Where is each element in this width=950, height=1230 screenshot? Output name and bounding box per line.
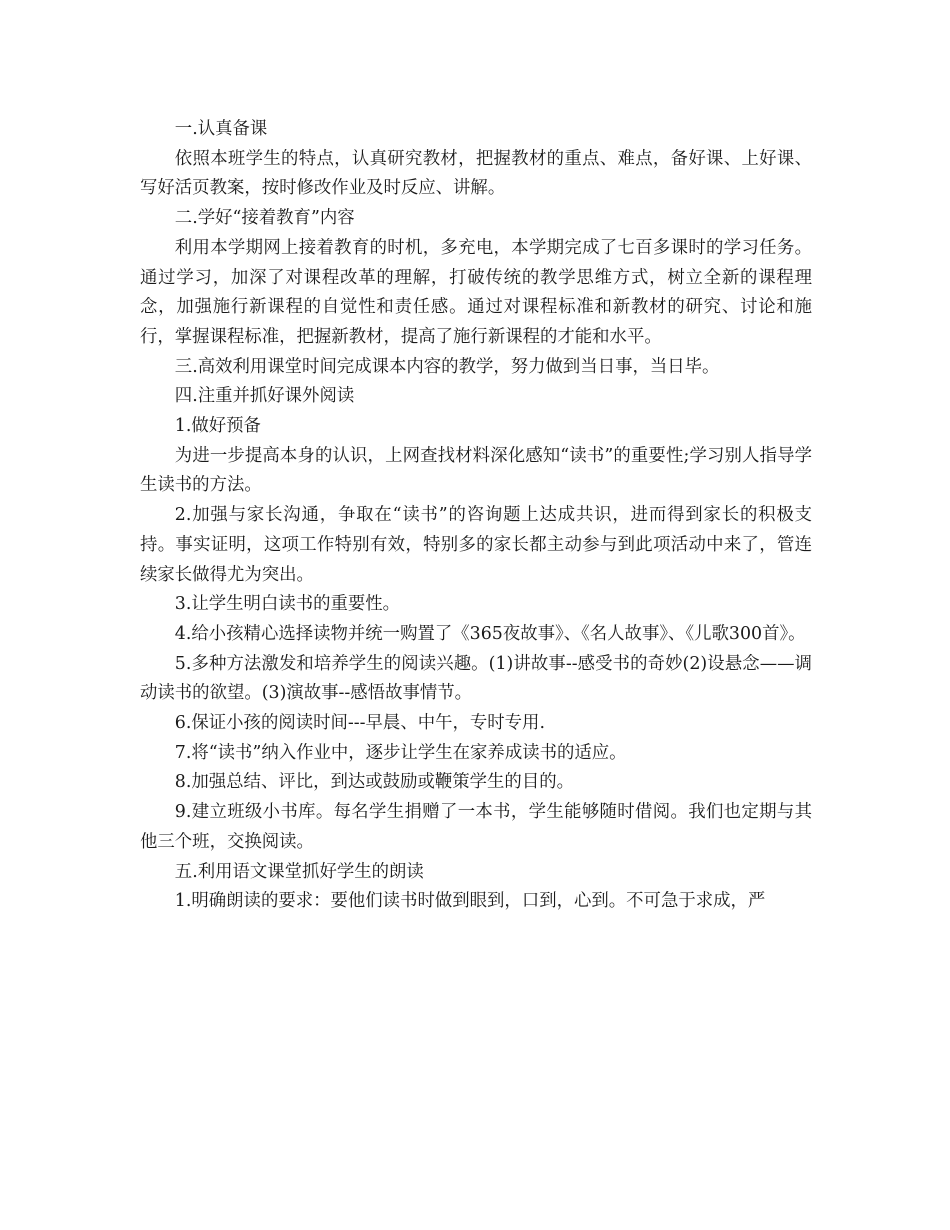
paragraph-reading-1-body: 为进一步提高本身的认识，上网查找材料深化感知“读书”的重要性;学习别人指导学生读书的方法。	[140, 445, 812, 496]
heading-3-classroom-time: 三.高效利用课堂时间完成课本内容的教学，努力做到当日事，当日毕。	[174, 356, 720, 377]
heading-2-continuing-education: 二.学好“接着教育”内容	[174, 208, 355, 229]
list-item-reading-1: 1.做好预备	[174, 416, 261, 437]
paragraph-preparation-body: 依照本班学生的特点，认真研究教材，把握教材的重点、难点，备好课、上好课、写好活页教案，按时修改作业及时反应、讲解。	[140, 148, 812, 199]
paragraph-continuing-education-body: 利用本学期网上接着教育的时机，多充电，本学期完成了七百多课时的学习任务。通过学习，加深了对课程改革的理解，打破传统的教学思维方式，树立全新的课程理念，加强施行新课程的自觉性和责任感。通过对课程标准和新教材的研究、讨论和施行，掌握课程标准，把握新教材，提高了施行新课程的才能和水平。	[140, 237, 812, 347]
document-page	[140, 115, 812, 917]
list-item-reading-aloud-1: 1.明确朗读的要求：要他们读书时做到眼到，口到，心到。不可急于求成，严	[174, 891, 766, 912]
list-item-reading-6: 6.保证小孩的阅读时间---早晨、中午，专时专用.	[174, 713, 545, 734]
list-item-reading-3: 3.让学生明白读书的重要性。	[174, 594, 401, 615]
heading-1-preparation: 一.认真备课	[174, 119, 268, 139]
list-item-reading-7: 7.将“读书”纳入作业中，逐步让学生在家养成读书的适应。	[174, 742, 627, 763]
heading-5-reading-aloud: 五.利用语文课堂抓好学生的朗读	[174, 861, 424, 882]
list-item-reading-5: 5.多种方法激发和培养学生的阅读兴趣。(1)讲故事--感受书的奇妙(2)设悬念——调动读书的欲望。(3)演故事--感悟故事情节。	[140, 653, 812, 704]
list-item-reading-9: 9.建立班级小书库。每名学生捐赠了一本书，学生能够随时借阅。我们也定期与其他三个班，交换阅读。	[140, 802, 812, 852]
list-item-reading-8: 8.加强总结、评比，到达或鼓励或鞭策学生的目的。	[174, 772, 574, 793]
heading-4-extracurricular-reading: 四.注重并抓好课外阅读	[174, 386, 355, 407]
list-item-reading-4: 4.给小孩精心选择读物并统一购置了《365夜故事》、《名人故事》、《儿歌300首》。	[174, 623, 806, 644]
list-item-reading-2: 2.加强与家长沟通，争取在“读书”的咨询题上达成共识，进而得到家长的积极支持。事实证明，这项工作特别有效，特别多的家长都主动参与到此项活动中来了，管连续家长做得尤为突出。	[140, 505, 812, 585]
